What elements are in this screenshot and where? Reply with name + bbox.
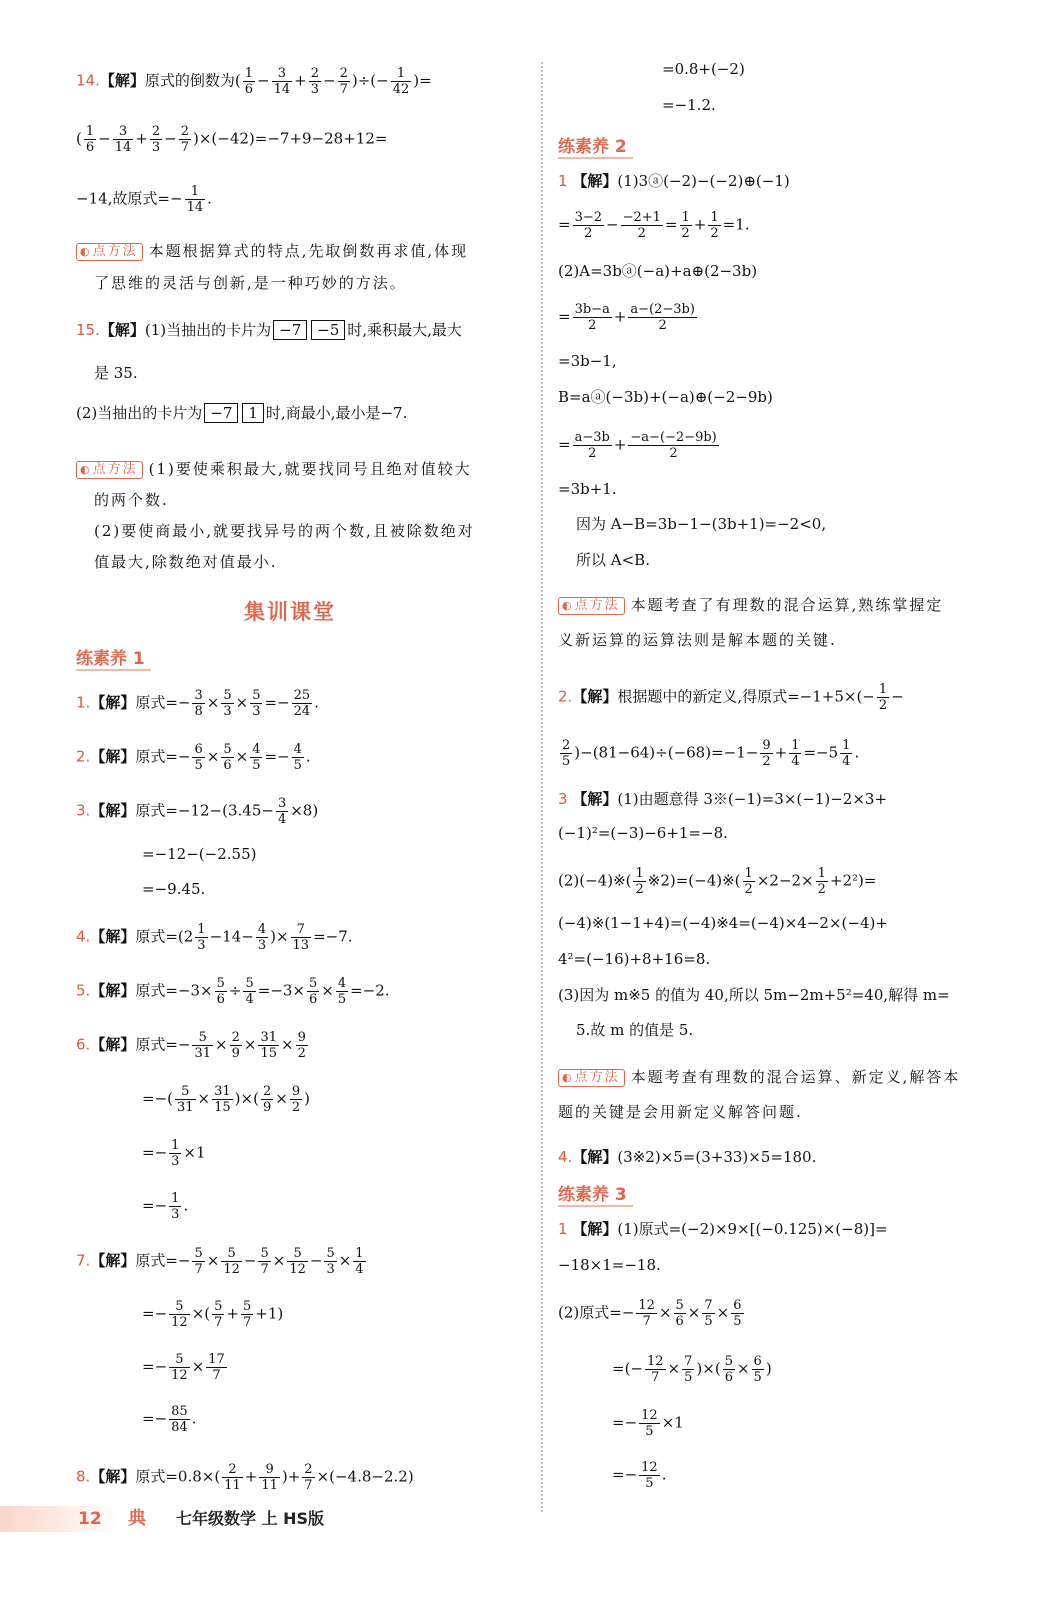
r1-line9: 因为 A−B=3b−1−(3b+1)=−2<0, (576, 515, 827, 533)
e7-line1: 7.【解】原式=− $\frac{5}{7}$ × $\frac{5}{12}$ − $\frac{5}{7}$ × $\frac{5}{12}$ − $\frac{5}{3}$ × $\frac{1}{4}$ (76, 1246, 364, 1277)
s1-line3: (2)原式=− $\frac{12}{7}$ × $\frac{5}{6}$ × $\frac{7}{5}$ × $\frac{6}{5}$ (558, 1298, 742, 1329)
fraction: $\frac{6}{5}$ (753, 1354, 762, 1385)
fraction: $\frac{1}{3}$ (197, 922, 206, 953)
s1-line2: −18×1=−18. (558, 1256, 661, 1274)
r1-line4: = $\frac{3b-a}{2}$ + $\frac{a-(2-3b)}{2}$ (558, 302, 695, 333)
fraction: $\frac{2}{11}$ (224, 1462, 241, 1493)
fraction: $\frac{12}{7}$ (647, 1354, 664, 1385)
column-divider (541, 62, 543, 1512)
fraction: $\frac{12}{5}$ (641, 1460, 658, 1491)
fraction: $\frac{1}{2}$ (817, 866, 826, 897)
fraction: $\frac{5}{12}$ (223, 1246, 240, 1277)
tip-r1-line1: ◐点方法 本题考查了有理数的混合运算,熟练掌握定 (558, 594, 943, 616)
fraction: $\frac{1}{2}$ (744, 866, 753, 897)
fraction: $\frac{7}{5}$ (704, 1298, 713, 1329)
fraction: $\frac{3b-a}{2}$ (574, 302, 610, 333)
section-heading-3: 练素养 3 (558, 1180, 633, 1207)
tip-15-line2: 的两个数. (94, 491, 169, 509)
lightbulb-icon: ◐ (562, 1071, 574, 1084)
fraction: $\frac{2}{7}$ (180, 124, 189, 155)
fraction: $\frac{5}{6}$ (216, 976, 225, 1007)
fraction: $\frac{6}{5}$ (733, 1298, 742, 1329)
s1-line1: 1 【解】(1)原式=(−2)×9×[(−0.125)×(−8)]= (558, 1220, 888, 1238)
fraction: $\frac{1}{4}$ (791, 738, 800, 769)
r1-line6: B=aⓐ(−3b)+(−a)⊕(−2−9b) (558, 388, 773, 406)
r3-line1: 3 【解】(1)由题意得 3※(−1)=3×(−1)−2×3+ (558, 790, 888, 808)
fraction: $\frac{12}{5}$ (641, 1408, 658, 1439)
r1-line2: = $\frac{3-2}{2}$ − $\frac{-2+1}{2}$ = $\frac{1}{2}$ + $\frac{1}{2}$ =1. (558, 210, 750, 241)
fraction: $\frac{5}{12}$ (171, 1299, 188, 1330)
e6-line2: =−( $\frac{5}{31}$ × $\frac{31}{15}$ )×( $\frac{2}{9}$ × $\frac{9}{2}$ ) (142, 1084, 310, 1115)
e7-line3: =− $\frac{5}{12}$ × $\frac{17}{7}$ (142, 1352, 225, 1383)
r1-line8: =3b+1. (558, 480, 617, 498)
fraction: $\frac{5}{3}$ (326, 1246, 335, 1277)
fraction: $\frac{5}{31}$ (194, 1030, 212, 1061)
q14-line3: −14,故原式=− $\frac{1}{14}$ . (76, 184, 212, 215)
r2-line1: 2.【解】根据题中的新定义,得原式=−1+5×(− $\frac{1}{2}$ − (558, 682, 904, 713)
fraction: $\frac{2}{5}$ (562, 738, 571, 769)
tip-14-line1: ◐点方法 本题根据算式的特点,先取倒数再求值,体现 (76, 240, 468, 262)
fraction: $\frac{3}{8}$ (194, 688, 203, 719)
fraction: $\frac{1}{6}$ (85, 124, 95, 155)
r3-line5: 4²=(−16)+8+16=8. (558, 950, 711, 968)
e3-line2: =−12−(−2.55) (142, 845, 257, 863)
fraction: $\frac{31}{15}$ (214, 1084, 231, 1115)
q14-line2: ( $\frac{1}{6}$ − $\frac{3}{14}$ + $\frac{2}{3}$ − $\frac{2}{7}$ )×(−42)=−7+9−28+12= (76, 124, 388, 155)
r3-line2: (−1)²=(−3)−6+1=−8. (558, 824, 728, 842)
tip-r3-line1: ◐点方法 本题考查有理数的混合运算、新定义,解答本 (558, 1066, 960, 1088)
fraction: $\frac{-2+1}{2}$ (622, 210, 661, 241)
tip-15-line4: 值最大,除数绝对值最小. (94, 553, 278, 571)
e2-line: 2.【解】原式=− $\frac{6}{5}$ × $\frac{5}{6}$ × $\frac{4}{5}$ =− $\frac{4}{5}$ . (76, 742, 311, 773)
fraction: $\frac{9}{2}$ (762, 738, 771, 769)
r3-line3: (2)(−4)※( $\frac{1}{2}$ ※2)=(−4)※( $\frac{1}{2}$ ×2−2× $\frac{1}{2}$ +2²)= (558, 866, 877, 897)
lightbulb-icon: ◐ (80, 463, 92, 476)
fraction: $\frac{2}{7}$ (304, 1462, 313, 1493)
fraction: $\frac{1}{3}$ (171, 1191, 180, 1222)
tip-badge: ◐点方法 (76, 243, 143, 261)
fraction: $\frac{5}{6}$ (223, 742, 232, 773)
e8-cont-line2: =−1.2. (662, 96, 716, 114)
page-footer (0, 1504, 1049, 1544)
r3-line4: (−4)※(1−1+4)=(−4)※4=(−4)×4−2×(−4)+ (558, 914, 888, 932)
card-box: −7 (273, 320, 307, 340)
fraction: $\frac{4}{5}$ (293, 742, 302, 773)
fraction: $\frac{5}{7}$ (260, 1246, 269, 1277)
fraction: $\frac{9}{2}$ (291, 1084, 301, 1115)
r2-line2: $\frac{2}{5}$ )−(81−64)÷(−68)=−1− $\frac{9}{2}$ + $\frac{1}{4}$ =−5 $\frac{1}{4}$ . (562, 738, 860, 769)
q15-line2: 是 35. (94, 364, 138, 382)
fraction: $\frac{5}{3}$ (252, 688, 261, 719)
fraction: $\frac{85}{84}$ (171, 1404, 188, 1435)
q14-line1: 14.【解】原式的倒数为( $\frac{1}{6}$ − $\frac{3}{14}$ + $\frac{2}{3}$ − $\frac{2}{7}$ )÷(− $\frac{1}{42}$ )= (76, 66, 432, 97)
fraction: $\frac{-a-(-2-9b)}{2}$ (630, 430, 717, 461)
tip-15-line1: ◐点方法 (1)要使乘积最大,就要找同号且绝对值较大 (76, 458, 472, 480)
e6-line4: =− $\frac{1}{3}$ . (142, 1191, 189, 1222)
fraction: $\frac{2}{3}$ (151, 124, 161, 155)
fraction: $\frac{1}{3}$ (171, 1138, 180, 1169)
r1-line10: 所以 A<B. (576, 551, 650, 569)
fraction: $\frac{2}{7}$ (339, 66, 348, 97)
fraction: $\frac{5}{6}$ (675, 1298, 684, 1329)
card-box: −7 (204, 403, 238, 423)
fraction: $\frac{3}{14}$ (273, 66, 291, 97)
fraction: $\frac{2}{9}$ (262, 1084, 272, 1115)
r3-line6: (3)因为 m※5 的值为 40,所以 5m−2m+5²=40,解得 m= (558, 986, 950, 1004)
fraction: $\frac{17}{7}$ (208, 1352, 225, 1383)
fraction: $\frac{1}{2}$ (710, 210, 719, 241)
tip-14-line2: 了思维的灵活与创新,是一种巧妙的方法。 (94, 274, 407, 292)
fraction: $\frac{9}{2}$ (297, 1030, 306, 1061)
fraction: $\frac{1}{2}$ (878, 682, 888, 713)
s1-line6: =− $\frac{12}{5}$ . (612, 1460, 667, 1491)
fraction: $\frac{25}{24}$ (293, 688, 311, 719)
lightbulb-icon: ◐ (562, 599, 574, 612)
fraction: $\frac{3-2}{2}$ (574, 210, 603, 241)
fraction: $\frac{1}{42}$ (392, 66, 410, 97)
r1-line1: 1 【解】(1)3ⓐ(−2)−(−2)⊕(−1) (558, 172, 790, 190)
fraction: $\frac{5}{7}$ (214, 1299, 223, 1330)
fraction: $\frac{5}{7}$ (242, 1299, 252, 1330)
fraction: $\frac{5}{6}$ (308, 976, 318, 1007)
fraction: $\frac{2}{9}$ (231, 1030, 240, 1061)
q15-line3: (2)当抽出的卡片为 −7 1 时,商最小,最小是−7. (76, 404, 408, 422)
fraction: $\frac{31}{15}$ (260, 1030, 277, 1061)
r1-line3: (2)A=3bⓐ(−a)+a⊕(2−3b) (558, 262, 758, 280)
section-heading-2: 练素养 2 (558, 132, 633, 159)
e7-line4: =− $\frac{85}{84}$ . (142, 1404, 197, 1435)
tip-badge: ◐点方法 (558, 1069, 625, 1087)
fraction: $\frac{3}{4}$ (277, 796, 287, 827)
e8-line: 8.【解】原式=0.8×( $\frac{2}{11}$ + $\frac{9}{11}$ )+ $\frac{2}{7}$ ×(−4.8−2.2) (76, 1462, 414, 1493)
fraction: $\frac{4}{3}$ (257, 922, 267, 953)
fraction: $\frac{1}{2}$ (635, 866, 644, 897)
r4-line: 4.【解】(3※2)×5=(3+33)×5=180. (558, 1148, 817, 1166)
tip-r3-line2: 题的关键是会用新定义解答问题. (558, 1103, 803, 1121)
fraction: $\frac{1}{4}$ (355, 1246, 364, 1277)
s1-line5: =− $\frac{12}{5}$ ×1 (612, 1408, 684, 1439)
fraction: $\frac{3}{14}$ (114, 124, 132, 155)
section-heading-1: 练素养 1 (76, 644, 151, 671)
brand-logo: 典 (128, 1508, 146, 1529)
fraction: $\frac{5}{4}$ (245, 976, 254, 1007)
r3-line7: 5.故 m 的值是 5. (576, 1021, 694, 1039)
r1-line7: = $\frac{a-3b}{2}$ + $\frac{-a-(-2-9b)}{2}$ (558, 430, 717, 461)
fraction: $\frac{5}{6}$ (724, 1354, 733, 1385)
q15-line1: 15.【解】(1)当抽出的卡片为 −7 −5 时,乘积最大,最大 (76, 321, 462, 339)
fraction: $\frac{a-3b}{2}$ (574, 430, 610, 461)
fraction: $\frac{7}{5}$ (684, 1354, 693, 1385)
fraction: $\frac{5}{12}$ (289, 1246, 306, 1277)
r1-line5: =3b−1, (558, 352, 617, 370)
fraction: $\frac{4}{5}$ (252, 742, 261, 773)
e5-line: 5.【解】原式=−3× $\frac{5}{6}$ ÷ $\frac{5}{4}$ =−3× $\frac{5}{6}$ × $\frac{4}{5}$ =−2. (76, 976, 390, 1007)
e1-line: 1.【解】原式=− $\frac{3}{8}$ × $\frac{5}{3}$ × $\frac{5}{3}$ =− $\frac{25}{24}$ . (76, 688, 319, 719)
fraction: $\frac{5}{7}$ (194, 1246, 203, 1277)
e6-line1: 6.【解】原式=− $\frac{5}{31}$ × $\frac{2}{9}$ × $\frac{31}{15}$ × $\frac{9}{2}$ (76, 1030, 306, 1061)
card-box: 1 (242, 403, 264, 423)
tip-15-line3: (2)要使商最小,就要找异号的两个数,且被除数绝对 (94, 522, 475, 540)
e8-cont-line1: =0.8+(−2) (662, 60, 745, 78)
fraction: $\frac{12}{7}$ (638, 1298, 655, 1329)
page-number: 12 (0, 1506, 120, 1532)
fraction: $\frac{4}{5}$ (337, 976, 347, 1007)
e3-line1: 3.【解】原式=−12−(3.45− $\frac{3}{4}$ ×8) (76, 796, 319, 827)
section-title-jixun: 集训课堂 (244, 600, 336, 624)
tip-r1-line2: 义新运算的运算法则是解本题的关键. (558, 631, 837, 649)
book-title: 七年级数学 上 HS版 (176, 1509, 325, 1528)
fraction: $\frac{2}{3}$ (310, 66, 319, 97)
s1-line4: =(− $\frac{12}{7}$ × $\frac{7}{5}$ )×( $\frac{5}{6}$ × $\frac{6}{5}$ ) (612, 1354, 772, 1385)
tip-badge: ◐点方法 (76, 461, 143, 479)
e7-line2: =− $\frac{5}{12}$ ×( $\frac{5}{7}$ + $\frac{5}{7}$ +1) (142, 1299, 284, 1330)
fraction: $\frac{1}{2}$ (681, 210, 690, 241)
fraction: $\frac{1}{4}$ (842, 738, 851, 769)
fraction: $\frac{5}{31}$ (177, 1084, 194, 1115)
fraction: $\frac{a-(2-3b)}{2}$ (630, 302, 695, 333)
fraction: $\frac{1}{6}$ (244, 66, 254, 97)
card-box: −5 (311, 320, 345, 340)
fraction: $\frac{6}{5}$ (194, 742, 203, 773)
tip-badge: ◐点方法 (558, 597, 625, 615)
lightbulb-icon: ◐ (80, 245, 92, 258)
fraction: $\frac{5}{3}$ (223, 688, 232, 719)
fraction: $\frac{5}{12}$ (171, 1352, 188, 1383)
e6-line3: =− $\frac{1}{3}$ ×1 (142, 1138, 206, 1169)
e4-line: 4.【解】原式=(2 $\frac{1}{3}$ −14− $\frac{4}{3}$ )× $\frac{7}{13}$ =−7. (76, 922, 353, 953)
fraction: $\frac{9}{11}$ (261, 1462, 278, 1493)
fraction: $\frac{1}{14}$ (186, 184, 204, 215)
fraction: $\frac{7}{13}$ (292, 922, 310, 953)
e3-line3: =−9.45. (142, 880, 206, 898)
